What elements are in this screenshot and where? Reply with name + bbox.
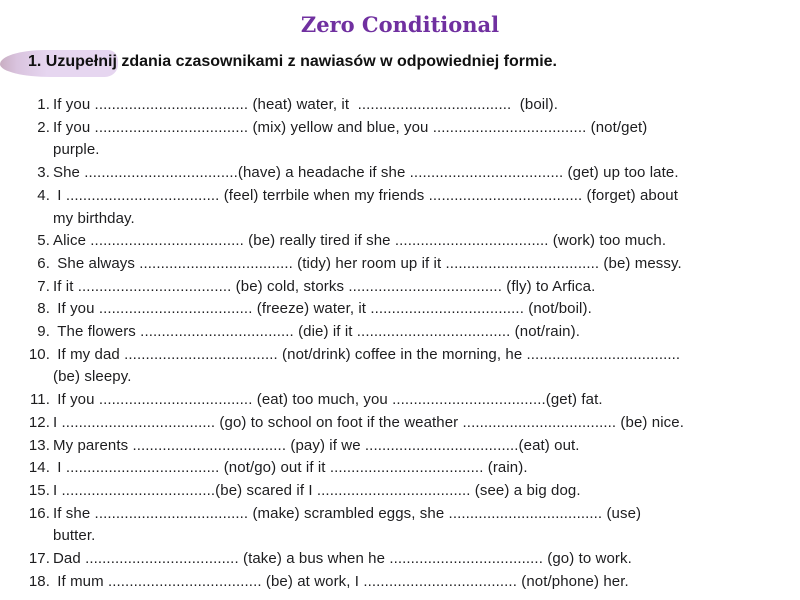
item-number: 9. <box>37 323 50 341</box>
item-line: (be) sleepy. <box>53 368 132 386</box>
item-number: 4. <box>37 186 50 204</box>
exercise-item <box>28 185 776 230</box>
item-line: My parents .................................... (pay) if we ....................................(eat) out. <box>53 436 580 454</box>
exercise-item <box>28 298 776 321</box>
item-line: If you .................................... (eat) too much, you ....................................(get) fat. <box>53 391 603 409</box>
item-number: 8. <box>37 300 50 318</box>
item-text <box>53 276 776 299</box>
exercise-item <box>28 94 776 117</box>
item-line: I .................................... (feel) terrbile when my friends .................................... (forget) about <box>53 186 678 204</box>
item-text <box>53 548 776 571</box>
exercise-item <box>28 162 776 185</box>
exercise-item <box>28 548 776 571</box>
item-number: 10. <box>28 345 50 363</box>
exercise-item <box>28 344 776 389</box>
item-number: 5. <box>37 232 50 250</box>
item-line: Dad .................................... (take) a bus when he .................................... (go) to work. <box>53 550 632 568</box>
item-number: 18. <box>28 572 50 590</box>
item-text <box>53 230 776 253</box>
item-text <box>53 162 776 185</box>
exercise-item <box>28 117 776 162</box>
instruction-row <box>0 53 800 79</box>
page-title: Zero Conditional <box>300 12 500 37</box>
exercise-item <box>28 457 776 480</box>
item-line: purple. <box>53 141 100 159</box>
exercise-item <box>28 503 776 548</box>
item-line: If mum .................................... (be) at work, I .................................... (not/phone) her. <box>53 572 629 590</box>
item-text <box>53 321 776 344</box>
item-number: 13. <box>28 436 50 454</box>
item-number: 15. <box>28 481 50 499</box>
exercise-item <box>28 480 776 503</box>
item-text <box>53 344 776 389</box>
item-line: my birthday. <box>53 209 135 227</box>
item-line: If it .................................... (be) cold, storks .................................... (fly) to Arfica. <box>53 277 596 295</box>
item-number: 6. <box>37 254 50 272</box>
item-line: If you .................................... (mix) yellow and blue, you .................................... (not/get) <box>53 118 648 136</box>
item-line: If she .................................... (make) scrambled eggs, she .................................... (use) <box>53 504 642 522</box>
item-line: The flowers .................................... (die) if it .................................... (not/rain). <box>53 323 580 341</box>
item-text <box>53 298 776 321</box>
item-line: She always .................................... (tidy) her room up if it .................................... (be) messy. <box>53 254 682 272</box>
item-number: 2. <box>37 118 50 136</box>
item-text <box>53 435 776 458</box>
item-text <box>53 571 776 594</box>
item-text <box>53 117 776 162</box>
item-number: 1. <box>37 96 50 113</box>
item-line: I .................................... (go) to school on foot if the weather .................................... (be) nice. <box>53 413 684 431</box>
item-text <box>53 480 776 503</box>
item-text <box>53 185 776 230</box>
item-number: 3. <box>37 164 50 182</box>
exercise-list <box>0 94 800 593</box>
exercise-item <box>28 412 776 435</box>
exercise-item <box>28 435 776 458</box>
exercise-item <box>28 230 776 253</box>
exercise-item <box>28 321 776 344</box>
exercise-instruction: 1. Uzupełnij zdania czasownikami z nawiasów w odpowiedniej formie. <box>28 53 557 70</box>
exercise-item <box>28 389 776 412</box>
item-line: If my dad .................................... (not/drink) coffee in the morning, he .................................... <box>53 345 681 363</box>
item-text <box>53 94 776 117</box>
item-line: Alice .................................... (be) really tired if she .................................... (work) too much. <box>53 232 667 250</box>
exercise-item <box>28 276 776 299</box>
item-line: She ....................................(have) a headache if she .................................... (get) up too late. <box>53 164 679 182</box>
item-line: If you .................................... (freeze) water, it .................................... (not/boil). <box>53 300 592 318</box>
exercise-item <box>28 571 776 594</box>
item-text <box>53 457 776 480</box>
item-text <box>53 253 776 276</box>
item-number: 7. <box>37 277 50 295</box>
item-number: 16. <box>28 504 50 522</box>
item-text <box>53 503 776 548</box>
item-line: I ....................................(be) scared if I .................................... (see) a big dog. <box>53 481 581 499</box>
item-line: I .................................... (not/go) out if it .................................... (rain). <box>53 459 528 477</box>
exercise-item <box>28 253 776 276</box>
item-number: 12. <box>28 413 50 431</box>
item-text <box>53 389 776 412</box>
item-line: butter. <box>53 527 96 545</box>
item-text <box>53 412 776 435</box>
item-line: If you .................................... (heat) water, it .................................... (boil). <box>53 96 558 113</box>
item-number: 11. <box>29 391 50 409</box>
item-number: 17. <box>28 550 50 568</box>
item-number: 14. <box>28 459 50 477</box>
